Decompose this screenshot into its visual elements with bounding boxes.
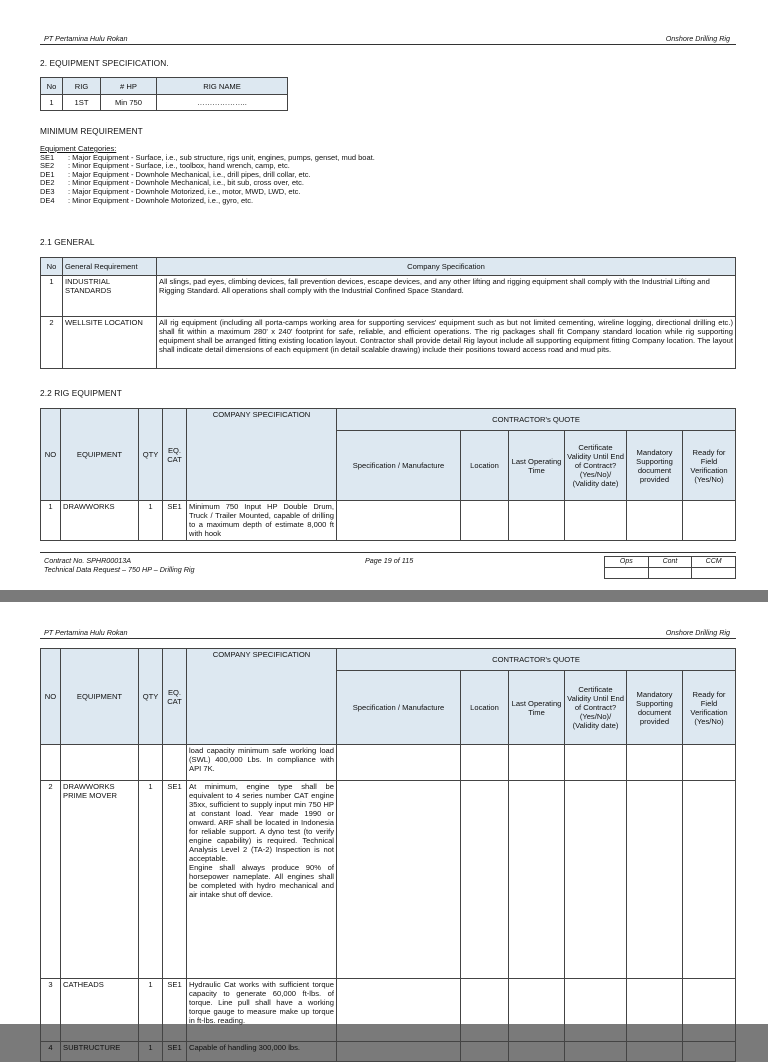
col-header-no: NO (41, 649, 61, 745)
quote-cell[interactable] (337, 781, 461, 979)
sig-label-cont: Cont (648, 557, 692, 568)
header-rule (40, 638, 736, 639)
sig-cell (692, 568, 736, 579)
header-company: PT Pertamina Hulu Rokan (44, 628, 128, 637)
quote-cell[interactable] (683, 501, 736, 541)
equipment-categories (40, 145, 375, 205)
document-page-2 (0, 602, 768, 1052)
col-header-location: Location (461, 671, 509, 745)
col-header-contractor-quote: CONTRACTOR's QUOTE (337, 409, 736, 431)
quote-cell[interactable] (627, 781, 683, 979)
sig-label-ccm: CCM (692, 557, 736, 568)
header-rule (40, 44, 736, 45)
category-code: SE1 (40, 152, 55, 162)
general-row-no: 2 (41, 317, 63, 369)
row-spec: Minimum 750 Input HP Double Drum, Truck / Trailer Mounted, capable of drilling to a maximum depth of estimate 8,000 ft with hook (187, 501, 337, 541)
col-header-no: NO (41, 409, 61, 501)
row-eqcat: SE1 (163, 1042, 187, 1062)
rig-table-header: No (41, 78, 63, 95)
sig-cell (605, 568, 649, 579)
signature-box (604, 556, 736, 579)
rig-table-cell: ……………….. (157, 95, 288, 111)
col-header-spec-manufacture: Specification / Manufacture (337, 671, 461, 745)
footer-contract: Contract No. SPHR00013A (44, 556, 132, 565)
quote-cell[interactable] (627, 501, 683, 541)
quote-cell[interactable] (683, 781, 736, 979)
quote-cell[interactable] (509, 745, 565, 781)
col-header-contractor-quote: CONTRACTOR's QUOTE (337, 649, 736, 671)
col-header-spec-manufacture: Specification / Manufacture (337, 431, 461, 501)
category-code: DE3 (40, 186, 55, 196)
rig-equipment-table-p2 (40, 648, 736, 1062)
general-row-requirement: WELLSITE LOCATION (63, 317, 157, 369)
quote-cell[interactable] (509, 979, 565, 1042)
category-code: SE2 (40, 161, 55, 171)
col-header-last-operating: Last Operating Time (509, 431, 565, 501)
row-qty (139, 745, 163, 781)
category-text: : Minor Equipment - Surface, i.e., toolbox, hand wrench, camp, etc. (68, 161, 290, 171)
rig-table-cell: 1ST (63, 95, 101, 111)
row-no: 1 (41, 501, 61, 541)
rig-table-header: RIG NAME (157, 78, 288, 95)
quote-cell[interactable] (337, 501, 461, 541)
general-table (40, 257, 736, 369)
row-no: 2 (41, 781, 61, 979)
rig-equipment-title: 2.2 RIG EQUIPMENT (40, 388, 122, 398)
col-header-qty: QTY (139, 409, 163, 501)
row-spec: Capable of handling 300,000 lbs. (187, 1042, 337, 1062)
row-no: 3 (41, 979, 61, 1042)
general-row-spec: All slings, pad eyes, climbing devices, fall prevention devices, escape devices, and any other lifting and rigging equipment shall comply with the Industrial Lifting and Rigging Standard. All operations shall comply with the Industrial Confined Space Standard. (157, 276, 736, 317)
table-row (41, 1042, 736, 1062)
quote-cell[interactable] (337, 1042, 461, 1062)
general-row-requirement: INDUSTRIAL STANDARDS (63, 276, 157, 317)
general-row-spec: All rig equipment (including all porta-camps working area for supporting services' equipment such as but not limited cementing, wireline logging, directional drilling etc.) shall fit within a maximum 280' x 240' footprint for safe, reliable, and efficient operations. The rig packages shall fit Company standard location while rig supporting equipment shall be arranged fitting existing location layout. Contractor shall provide detail Rig layout include all supporting equipment fitting Company location. The layout shall indicate detail dimensions of each equipment (in detail scalable drawing) include their positions toward access road and mud pits. (157, 317, 736, 369)
quote-cell[interactable] (565, 1042, 627, 1062)
row-equipment: SUBTRUCTURE (61, 1042, 139, 1062)
rig-table-cell: Min 750 (101, 95, 157, 111)
sig-cell (648, 568, 692, 579)
footer-doc-request: Technical Data Request – 750 HP – Drilling Rig (44, 565, 195, 574)
row-qty: 1 (139, 501, 163, 541)
general-row-no: 1 (41, 276, 63, 317)
quote-cell[interactable] (461, 781, 509, 979)
general-table-header: No (41, 258, 63, 276)
general-table-header: General Requirement (63, 258, 157, 276)
quote-cell[interactable] (509, 781, 565, 979)
row-eqcat: SE1 (163, 501, 187, 541)
quote-cell[interactable] (461, 979, 509, 1042)
col-header-qty: QTY (139, 649, 163, 745)
quote-cell[interactable] (565, 979, 627, 1042)
category-code: DE4 (40, 195, 55, 205)
col-header-ready: Ready for Field Verification (Yes/No) (683, 671, 736, 745)
row-no (41, 745, 61, 781)
row-spec: Hydraulic Cat works with sufficient torque capacity to generate 60,000 ft-lbs. of torque. Line pull shall have a working torque gauge to measure make up torque in ft-lbs. reading. (187, 979, 337, 1042)
rig-table-header: # HP (101, 78, 157, 95)
row-spec-paragraph: At minimum, engine type shall be equivalent to 4 series number CAT engine 35xx, sufficient to supply input min 750 HP at constant load. Year made 1990 or onward. ARF shall be located in Indonesia for reliable support. A dyno test (to verify engine capability) is required. Technical Analysis Level 2 (TA-2) Inspection is not acceptable. (189, 782, 334, 863)
quote-cell[interactable] (509, 501, 565, 541)
col-header-ready: Ready for Field Verification (Yes/No) (683, 431, 736, 501)
quote-cell[interactable] (627, 745, 683, 781)
general-table-header: Company Specification (157, 258, 736, 276)
table-row (41, 781, 736, 979)
quote-cell[interactable] (627, 1042, 683, 1062)
rig-equipment-table-p1 (40, 408, 736, 541)
quote-cell[interactable] (461, 745, 509, 781)
row-equipment (61, 745, 139, 781)
row-eqcat (163, 745, 187, 781)
row-no: 4 (41, 1042, 61, 1062)
quote-cell[interactable] (461, 1042, 509, 1062)
header-doc-title: Onshore Drilling Rig (665, 628, 730, 637)
col-header-eqcat: EQ. CAT (163, 649, 187, 745)
col-header-certificate: Certificate Validity Until End of Contract? (Yes/No)/ (Validity date) (565, 671, 627, 745)
header-doc-title: Onshore Drilling Rig (665, 34, 730, 43)
category-text: : Major Equipment - Surface, i.e., sub structure, rigs unit, engines, pumps, genset, mud boat. (68, 152, 375, 162)
table-row (41, 745, 736, 781)
quote-cell[interactable] (627, 979, 683, 1042)
row-qty: 1 (139, 979, 163, 1042)
row-equipment: DRAWWORKS (61, 501, 139, 541)
quote-cell[interactable] (509, 1042, 565, 1062)
minimum-requirement-title: MINIMUM REQUIREMENT (40, 126, 143, 136)
section-title: 2. EQUIPMENT SPECIFICATION. (40, 58, 169, 68)
quote-cell[interactable] (565, 501, 627, 541)
quote-cell[interactable] (683, 979, 736, 1042)
col-header-company-spec: COMPANY SPECIFICATION (187, 409, 337, 501)
row-qty: 1 (139, 781, 163, 979)
sig-label-ops: Ops (605, 557, 649, 568)
col-header-mandatory: Mandatory Supporting document provided (627, 431, 683, 501)
quote-cell[interactable] (683, 1042, 736, 1062)
rig-table (40, 77, 288, 111)
row-qty: 1 (139, 1042, 163, 1062)
row-equipment: DRAWWORKS PRIME MOVER (61, 781, 139, 979)
col-header-equipment: EQUIPMENT (61, 649, 139, 745)
footer-left (44, 556, 194, 574)
quote-cell[interactable] (337, 745, 461, 781)
category-code: DE1 (40, 169, 55, 179)
header-company: PT Pertamina Hulu Rokan (44, 34, 128, 43)
quote-cell[interactable] (565, 781, 627, 979)
col-header-company-spec: COMPANY SPECIFICATION (187, 649, 337, 745)
footer-page: Page 19 of 115 (365, 556, 414, 565)
col-header-mandatory: Mandatory Supporting document provided (627, 671, 683, 745)
quote-cell[interactable] (461, 501, 509, 541)
rig-table-header: RIG (63, 78, 101, 95)
row-eqcat: SE1 (163, 979, 187, 1042)
quote-cell[interactable] (683, 745, 736, 781)
col-header-certificate: Certificate Validity Until End of Contract? (Yes/No)/ (Validity date) (565, 431, 627, 501)
categories-title: Equipment Categories: (40, 144, 117, 153)
quote-cell[interactable] (565, 745, 627, 781)
col-header-last-operating: Last Operating Time (509, 671, 565, 745)
row-equipment: CATHEADS (61, 979, 139, 1042)
row-spec (187, 781, 337, 979)
row-eqcat: SE1 (163, 781, 187, 979)
category-text: : Major Equipment - Downhole Mechanical, i.e., drill pipes, drill collar, etc. (68, 169, 311, 179)
col-header-location: Location (461, 431, 509, 501)
col-header-equipment: EQUIPMENT (61, 409, 139, 501)
row-spec-paragraph: Engine shall always produce 90% of horsepower nameplate. All engines shall be completed with hydro mechanical and air intake shut off device. (189, 863, 334, 899)
general-section-title: 2.1 GENERAL (40, 237, 95, 247)
category-code: DE2 (40, 178, 55, 188)
category-item (40, 197, 375, 206)
row-spec: load capacity minimum safe working load (SWL) 400,000 Lbs. In compliance with API 7K. (187, 745, 337, 781)
table-row (41, 501, 736, 541)
col-header-eqcat: EQ. CAT (163, 409, 187, 501)
category-text: : Minor Equipment - Downhole Mechanical, i.e., bit sub, cross over, etc. (68, 178, 304, 188)
category-text: : Major Equipment - Downhole Motorized, i.e., motor, MWD, LWD, etc. (68, 186, 301, 196)
rig-table-cell: 1 (41, 95, 63, 111)
footer-rule (40, 552, 736, 553)
table-row (41, 979, 736, 1042)
quote-cell[interactable] (337, 979, 461, 1042)
category-text: : Minor Equipment - Downhole Motorized, i.e., gyro, etc. (68, 195, 254, 205)
